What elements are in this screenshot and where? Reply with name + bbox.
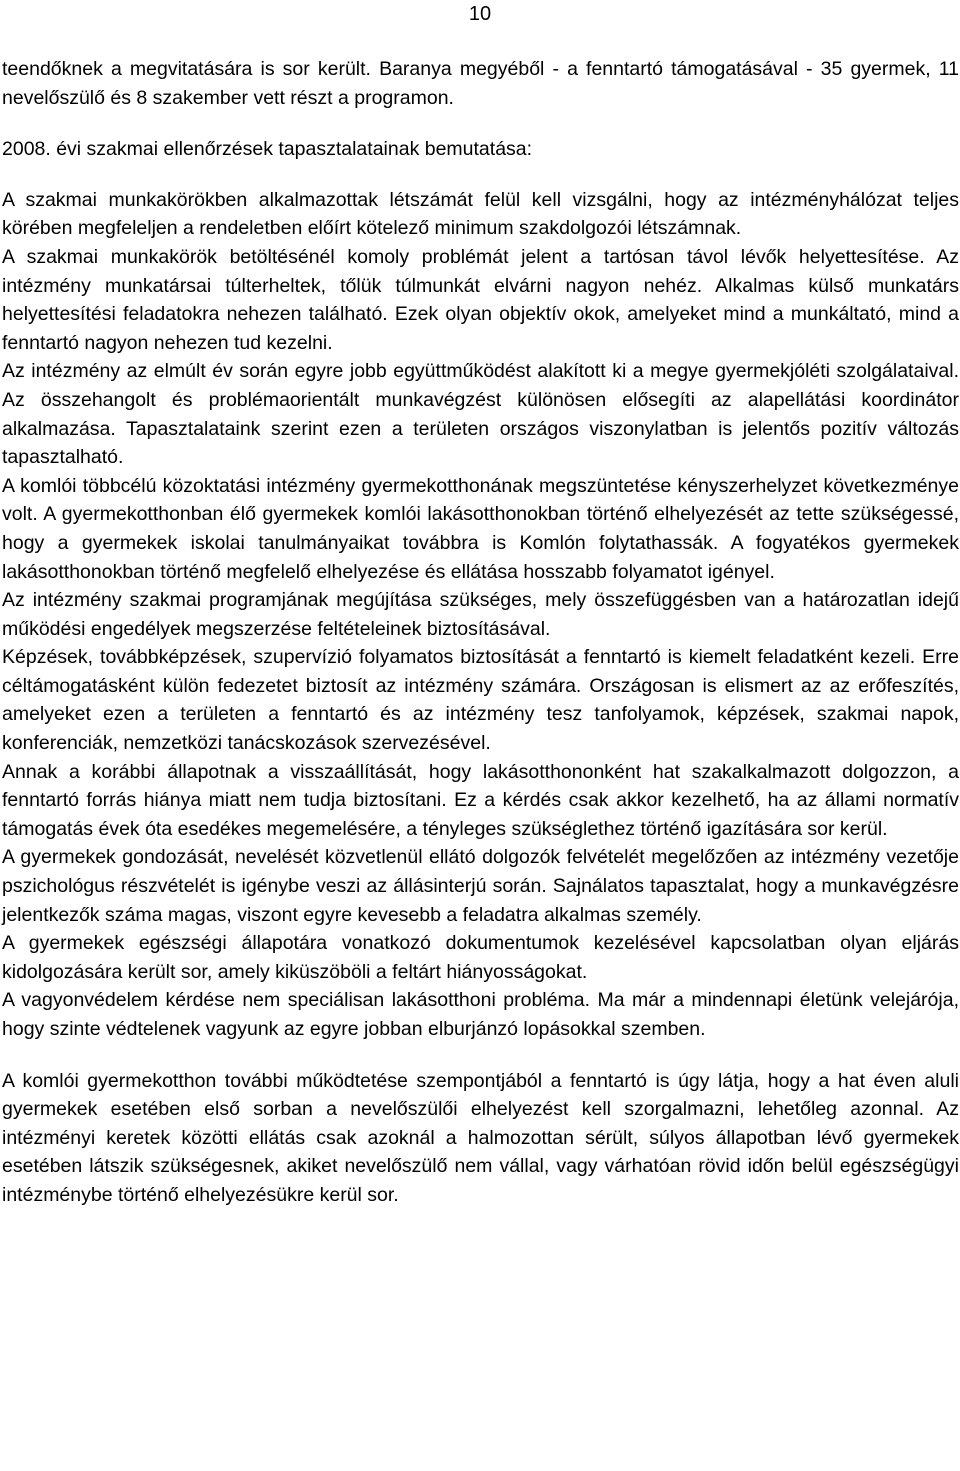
paragraph-health-documents: A gyermekek egészségi állapotára vonatkozó dokumentumok kezelésével kapcsolatban olyan eljárás kidolgozására került sor, amely kiküszöböli a feltárt hiányosságokat. xyxy=(2,932,959,983)
paragraph-komlo-closure: A komlói többcélú közoktatási intézmény gyermekotthonának megszüntetése kényszerhelyzet következménye volt. A gyermekotthonban élő gyermekek komlói lakásotthonokban történő elhelyezését az tette szükségessé, hogy a gyermekek iskolai tanulmányaikat továbbra is Komlón folytathassák. A fogyatékos gyermekek lakásotthonokban történő megfelelő elhelyezése és ellátása hosszabb folyamatot igényel. xyxy=(2,474,959,583)
paragraph-training: Képzések, továbbképzések, szupervízió folyamatos biztosítását a fenntartó is kiemelt feladatként kezeli. Erre céltámogatásként külön fedezetet biztosít az intézmény számára. Országosan is elismert az az erőfeszítés, amelyeket ezen a területen a fenntartó és az intézmény tesz tanfolyamok, képzések, szakmai napok, konferenciák, nemzetközi tanácskozások szervezésével. xyxy=(2,646,959,755)
paragraph-program-renewal: Az intézmény szakmai programjának megújítása szükséges, mely összefüggésben van a határozatlan idejű működési engedélyek megszerzése feltételeinek biztosításával. xyxy=(2,589,959,640)
paragraph-property-protection: A vagyonvédelem kérdése nem speciálisan lakásotthoni probléma. Ma már a mindennapi életünk velejárója, hogy szinte védtelenek vagyunk az egyre jobban elburjánzó lopásokkal szemben. xyxy=(2,989,959,1040)
document-body xyxy=(2,55,959,1210)
paragraph-komlo-future: A komlói gyermekotthon további működtetése szempontjából a fenntartó is úgy látja, hogy a hat éven aluli gyermekek esetében első sorban a nevelőszülői elhelyezést kell szorgalmazni, lehetőleg azonnal. Az intézményi keretek közötti ellátás csak azoknál a halmozottan sérült, súlyos állapotban lévő gyermekek esetében látszik szükségesnek, akiket nevelőszülő nem vállal, vagy várhatóan rövid időn belül egészségügyi intézménybe történő elhelyezésükre kerül sor. xyxy=(2,1069,959,1206)
paragraph-cooperation: Az intézmény az elmúlt év során egyre jobb együttműködést alakított ki a megye gyermekjóléti szolgálataival. Az összehangolt és problémaorientált munkavégzést különösen elősegíti az alapellátási koordinátor alkalmazása. Tapasztalataink szerint ezen a területen országos viszonylatban is jelentős pozitív változás tapasztalható. xyxy=(2,360,959,469)
paragraph-spacer xyxy=(2,1044,959,1067)
section-heading: 2008. évi szakmai ellenőrzések tapasztalatainak bemutatása: xyxy=(2,138,533,161)
page-number: 10 xyxy=(468,3,492,25)
paragraph-program-summary: teendőknek a megvitatására is sor került. Baranya megyéből - a fenntartó támogatásával - 35 gyermek, 11 nevelőszülő és 8 szakember vett részt a programon. xyxy=(2,58,959,109)
paragraph-substitution-problem: A szakmai munkakörök betöltésénél komoly problémát jelent a tartósan távol lévők helyettesítése. Az intézmény munkatársai túlterheltek, tőlük túlmunkát elvárni nagyon nehéz. Alkalmas külső munkatárs helyettesítési feladatokra nehezen található. Ezek olyan objektív okok, amelyeket mind a munkáltató, mind a fenntartó nagyon nehezen tud kezelni. xyxy=(2,245,959,354)
paragraph-spacer xyxy=(2,164,959,186)
paragraph-staffing-review: A szakmai munkakörökben alkalmazottak létszámát felül kell vizsgálni, hogy az intézményhálózat teljes körében megfeleljen a rendeletben előírt kötelező minimum szakdolgozói létszámnak. xyxy=(2,188,959,240)
paragraph-staff-restoration: Annak a korábbi állapotnak a visszaállítását, hogy lakásotthononként hat szakalkalmazott dolgozzon, a fenntartó forrás hiánya miatt nem tudja biztosítani. Ez a kérdés csak akkor kezelhető, ha az állami normatív támogatás évek óta esedékes megemelésére, a tényleges szükséglethez történő igazítására sor kerül. xyxy=(2,760,959,840)
paragraph-recruitment: A gyermekek gondozását, nevelését közvetlenül ellátó dolgozók felvételét megelőzően az intézmény vezetője pszichológus részvételét is igénybe veszi az állásinterjú során. Sajnálatos tapasztalat, hogy a munkavégzésre jelentkezők száma magas, viszont egyre kevesebb a feladatra alkalmas személy. xyxy=(2,846,959,926)
paragraph-spacer xyxy=(2,112,959,135)
